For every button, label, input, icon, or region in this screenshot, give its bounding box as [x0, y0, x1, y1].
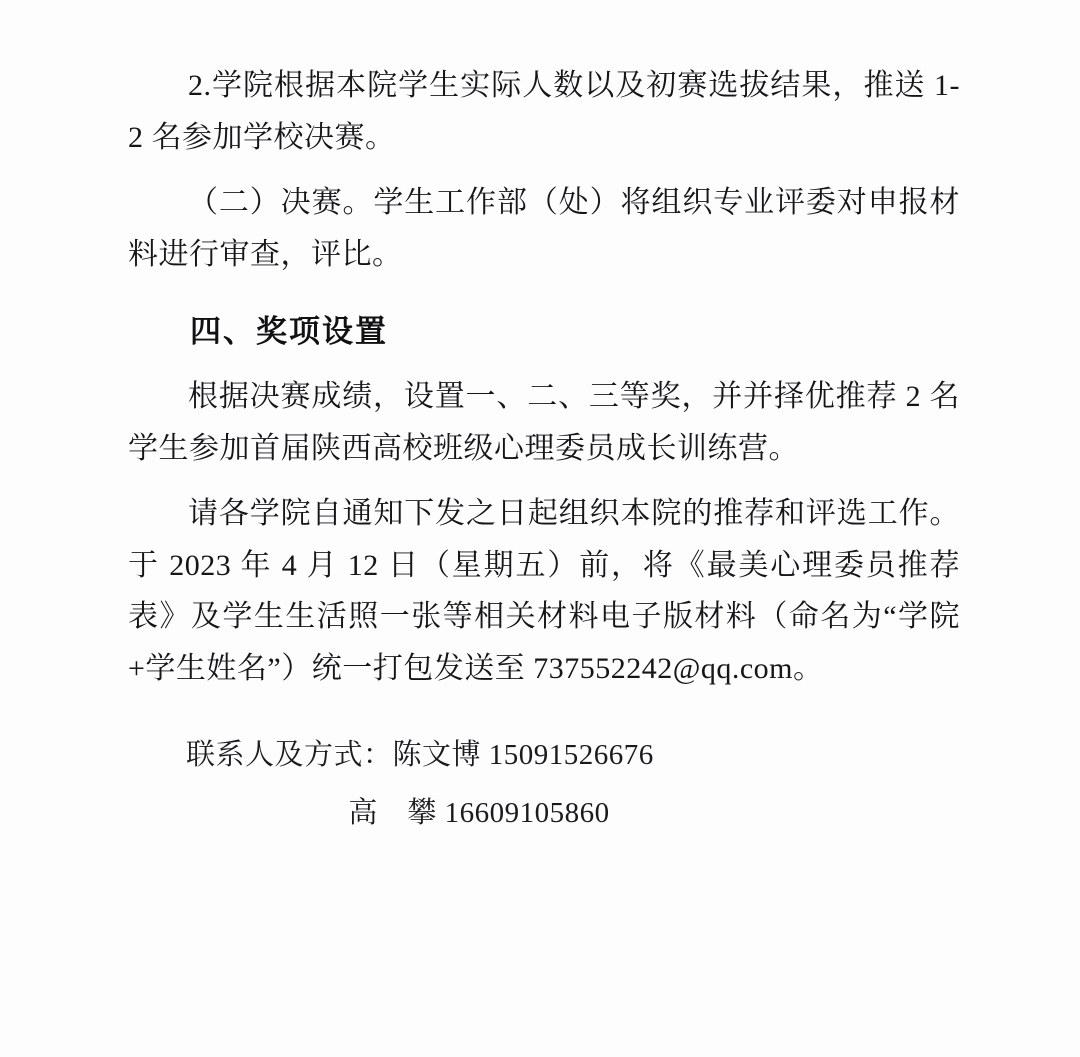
paragraph-awards: 根据决赛成绩，设置一、二、三等奖，并并择优推荐 2 名学生参加首届陕西高校班级心理委员成长训练营。 — [128, 380, 960, 465]
section-heading-awards: 四、奖项设置 — [190, 314, 388, 350]
contact-line-secondary: 高 攀 16609105860 — [348, 796, 610, 829]
contact-line-primary: 联系人及方式：陈文博 15091526676 — [186, 738, 654, 771]
contact-block — [128, 729, 960, 839]
paragraph-item-2: 2.学院根据本院学生实际人数以及初赛选拔结果，推送 1-2 名参加学校决赛。 — [128, 69, 960, 154]
paragraph-final-round: （二）决赛。学生工作部（处）将组织专业评委对申报材料进行审查，评比。 — [128, 186, 960, 271]
paragraph-submission: 请各学院自通知下发之日起组织本院的推荐和评选工作。于 2023 年 4 月 12 日（星期五）前，将《最美心理委员推荐表》及学生生活照一张等相关材料电子版材料（命名为“学院+学生姓名”）统一打包发送至 737552242@qq.com。 — [128, 497, 960, 686]
